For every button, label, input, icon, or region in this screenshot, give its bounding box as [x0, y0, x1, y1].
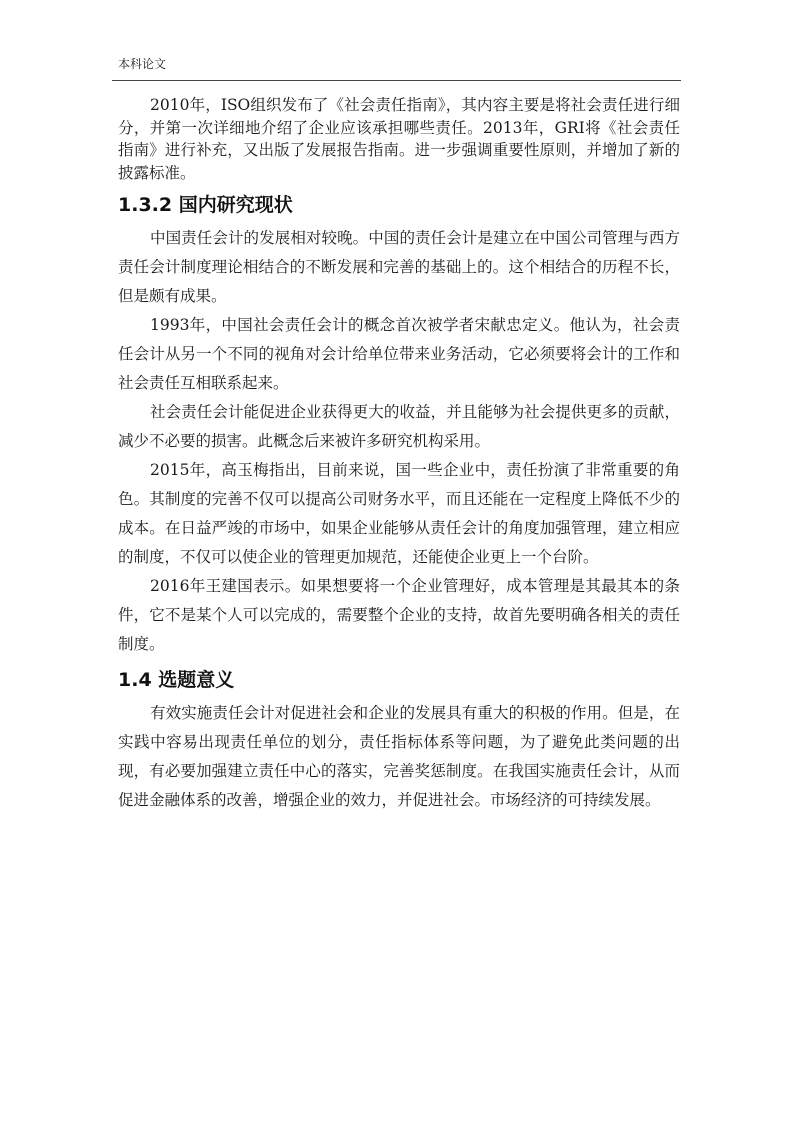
paragraph-domestic-2: 1993年，中国社会责任会计的概念首次被学者宋献忠定义。他认为，社会责任会计从另一个不同的视角对会计给单位带来业务活动，它必须要将会计的工作和社会责任互相联系起来。 [118, 316, 680, 392]
section-heading-domestic-research: 1.3.2 国内研究现状 [118, 194, 293, 216]
paragraph-domestic-1: 中国责任会计的发展相对较晚。中国的责任会计是建立在中国公司管理与西方责任会计制度理论相结合的不断发展和完善的基础上的。这个相结合的历程不长，但是颇有成果。 [118, 229, 680, 305]
paragraph-domestic-5: 2016年王建国表示。如果想要将一个企业管理好，成本管理是其最其本的条件，它不是某个人可以完成的，需要整个企业的支持，故首先要明确各相关的责任制度。 [118, 577, 680, 653]
page-header-title: 本科论文 [118, 57, 167, 71]
page-body [118, 94, 680, 815]
paragraph-topic-significance: 有效实施责任会计对促进社会和企业的发展具有重大的积极的作用。但是，在实践中容易出现责任单位的划分，责任指标体系等问题，为了避免此类问题的出现，有必要加强建立责任中心的落实，完善奖惩制度。在我国实施责任会计，从而促进金融体系的改善，增强企业的效力，并促进社会。市场经济的可持续发展。 [118, 704, 680, 809]
header-divider [112, 80, 681, 81]
paragraph-domestic-3: 社会责任会计能促进企业获得更大的收益，并且能够为社会提供更多的贡献，减少不必要的损害。此概念后来被许多研究机构采用。 [118, 403, 680, 450]
paragraph-domestic-4: 2015年，高玉梅指出，目前来说，国一些企业中，责任扮演了非常重要的角色。其制度的完善不仅可以提高公司财务水平，而且还能在一定程度上降低不少的成本。在日益严竣的市场中，如果企业能够从责任会计的角度加强管理，建立相应的制度，不仅可以使企业的管理更加规范，还能使企业更上一个台阶。 [118, 461, 680, 566]
paragraph-international-research: 2010年，ISO组织发布了《社会责任指南》，其内容主要是将社会责任进行细分，并第一次详细地介绍了企业应该承担哪些责任。2013年，GRI将《社会责任指南》进行补充，又出版了发展报告指南。进一步强调重要性原则，并增加了新的披露标准。 [118, 96, 680, 182]
section-heading-topic-significance: 1.4 选题意义 [118, 669, 235, 691]
